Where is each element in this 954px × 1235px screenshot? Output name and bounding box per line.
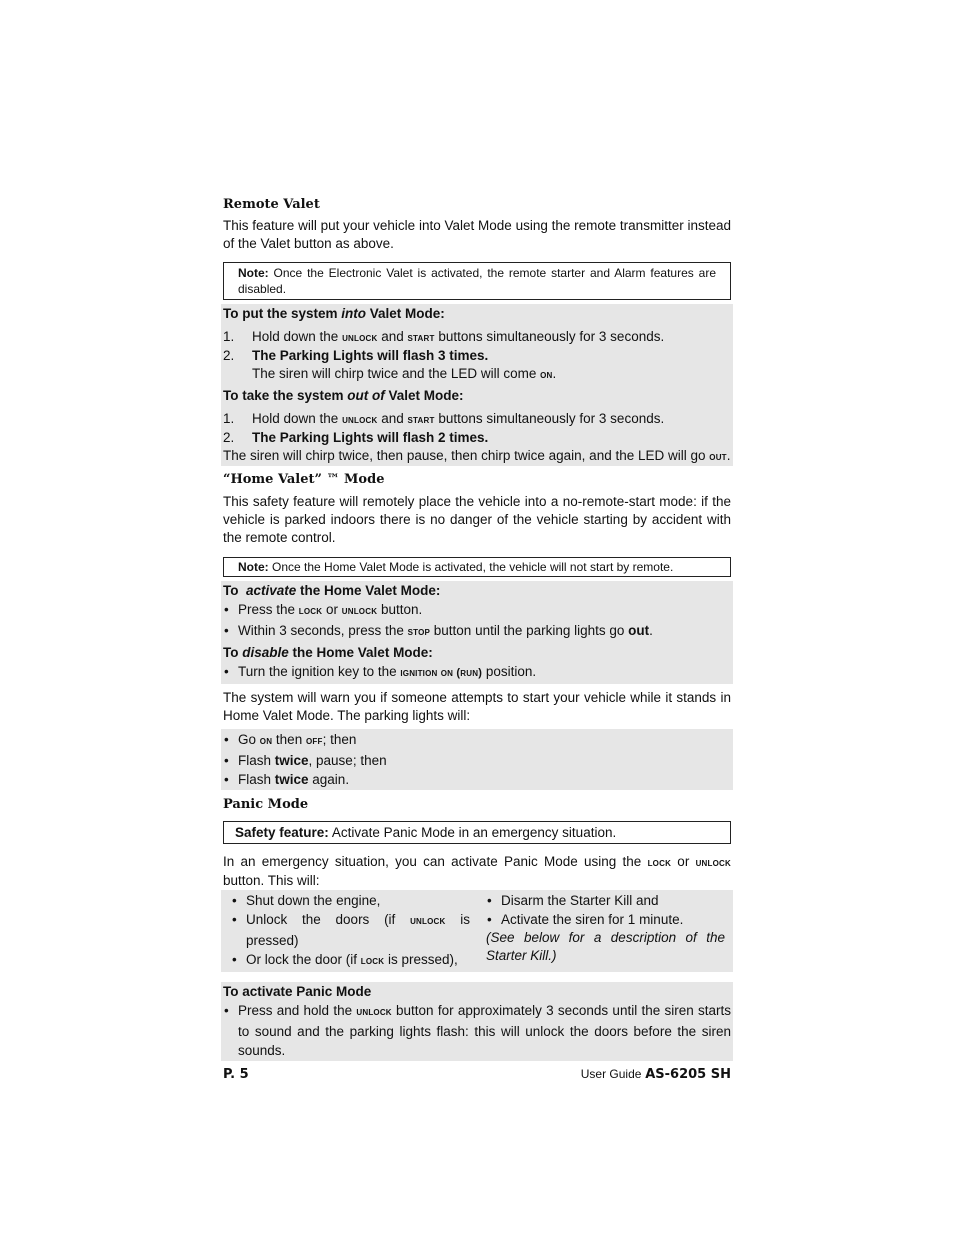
list-item: • Press the lock or unlock button. (224, 602, 423, 617)
into-valet-heading: To put the system into Valet Mode: (223, 306, 445, 321)
page-number: P. 5 (223, 1067, 249, 1082)
into-step-2: 2. The Parking Lights will flash 3 times. (223, 348, 489, 363)
page-footer (223, 1065, 731, 1084)
list-item: • Go on then off; then (224, 732, 357, 747)
list-item: • Turn the ignition key to the ignition on (run) position. (224, 664, 537, 679)
section-title-panic-mode: Panic Mode (223, 797, 309, 812)
out-step-1: 1. Hold down the unlock and start buttons simultaneously for 3 seconds. (223, 411, 665, 426)
footer-guide: User Guide AS-6205 SH (580, 1067, 731, 1082)
list-item: • Flash twice again. (224, 772, 350, 787)
into-step-2-detail: The siren will chirp twice and the LED will come on. (252, 366, 557, 381)
panic-effects-shaded (221, 890, 733, 972)
activate-home-valet-heading: To activate the Home Valet Mode: (223, 583, 441, 598)
note-label: Note: (238, 266, 269, 280)
panic-intro: In an emergency situation, you can activate Panic Mode using the lock or unlock button. This will: (223, 854, 731, 888)
out-valet-heading: To take the system out of Valet Mode: (223, 388, 464, 403)
home-valet-intro: This safety feature will remotely place the vehicle into a no-remote-start mode: if the vehicle is parked indoors there is no danger of the vehicle starting by accident with the remote control. (223, 494, 731, 545)
list-item: • Within 3 seconds, press the stop button until the parking lights go out. (224, 623, 653, 638)
panic-activate-shaded (221, 982, 733, 1061)
home-valet-warning: The system will warn you if someone attempts to start your vehicle while it stands in Home Valet Mode. The parking lights will: (223, 690, 731, 723)
list-item: • Or lock the door (if lock is pressed), (232, 952, 458, 967)
panic-safety-box: Safety feature: Activate Panic Mode in an emergency situation. (223, 821, 731, 844)
list-item: • Disarm the Starter Kill and (487, 893, 659, 908)
list-item: • Flash twice, pause; then (224, 753, 387, 768)
page-content (223, 196, 731, 1084)
home-valet-note: Note: Once the Home Valet Mode is activated, the vehicle will not start by remote. (223, 557, 731, 577)
valet-steps-shaded (221, 304, 733, 466)
lights-list-shaded (221, 729, 733, 790)
panic-effects-right (486, 891, 731, 971)
list-item: • Activate the siren for 1 minute. (487, 912, 684, 927)
home-valet-steps-shaded (221, 581, 733, 684)
into-step-1: 1. Hold down the unlock and start buttons simultaneously for 3 seconds. (223, 329, 665, 344)
panic-effects-left (223, 891, 486, 971)
starter-kill-note: (See below for a description of the Starter Kill.) (486, 930, 725, 963)
remote-valet-note (223, 262, 731, 300)
activate-panic-heading: To activate Panic Mode (223, 984, 372, 999)
out-step-detail: The siren will chirp twice, then pause, then chirp twice again, and the LED will go out. (223, 448, 731, 463)
list-item: • Press and hold the unlock button for approximately 3 seconds until the siren starts to sound and the parking lights flash: this will unlock the doors before the siren sounds. (224, 1003, 731, 1058)
disable-home-valet-heading: To disable the Home Valet Mode: (223, 645, 433, 660)
list-item: • Unlock the doors (if unlock is pressed) (232, 912, 470, 948)
list-item: • Shut down the engine, (232, 893, 381, 908)
out-step-2: 2. The Parking Lights will flash 2 times. (223, 430, 489, 445)
note-text: Once the Electronic Valet is activated, the remote starter and Alarm features are disabled. (238, 266, 716, 296)
section-title-remote-valet: Remote Valet (223, 197, 320, 212)
section-title-home-valet: “Home Valet” ™ Mode (223, 472, 385, 487)
remote-valet-intro: This feature will put your vehicle into Valet Mode using the remote transmitter instead of the Valet button as above. (223, 218, 731, 251)
